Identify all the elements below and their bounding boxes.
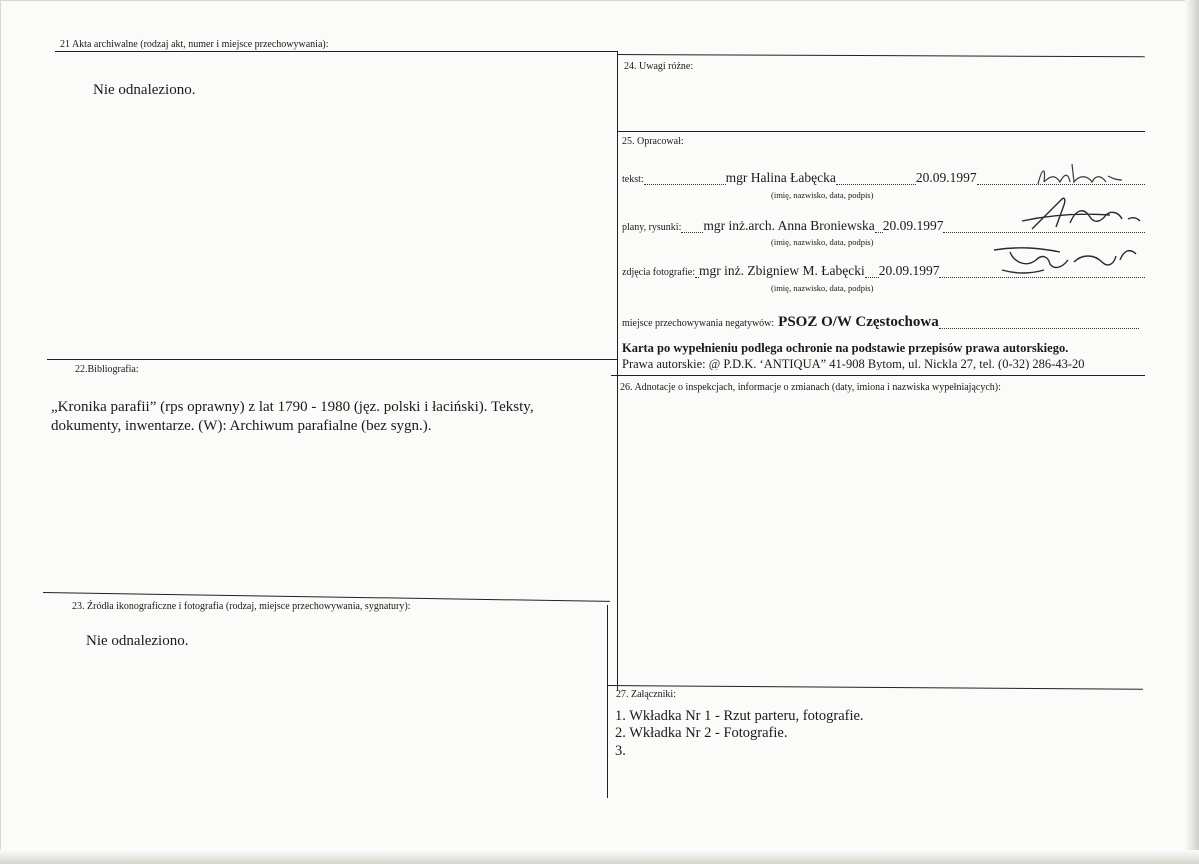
section-21-header: 21 Akta archiwalne (rodzaj akt, numer i miejsce przechowywania): [60, 39, 329, 50]
signature-photos [990, 238, 1140, 280]
top-rule-left [55, 51, 618, 52]
center-divider-lower [607, 605, 608, 798]
signature-drawings [1010, 193, 1145, 235]
card-edge-bottom [0, 850, 1199, 864]
rule-25-26 [611, 375, 1145, 376]
photos-row-name: mgr inż. Zbigniew M. Łabęcki [699, 263, 865, 278]
negatives-label: miejsce przechowywania negatywów: [622, 318, 775, 329]
attachment-item-3: 3. [615, 743, 626, 759]
section-26-header: 26. Adnotacje o inspekcjach, informacje o zmianach (daty, imiona i nazwiska wypełniających): [620, 382, 1001, 393]
attachment-item-2: 2. Wkładka Nr 2 - Fotografie. [615, 725, 788, 741]
author-row-caption: (imię, nazwisko, data, podpis) [771, 190, 874, 200]
photos-row-caption: (imię, nazwisko, data, podpis) [771, 283, 874, 293]
rule-21-22 [47, 359, 617, 360]
center-divider [617, 51, 618, 691]
copyright-notice: Karta po wypełnieniu podlega ochronie na podstawie przepisów prawa autorskiego. [622, 341, 1069, 355]
negatives-row [622, 314, 1139, 332]
negatives-value: PSOZ O/W Częstochowa [778, 314, 939, 330]
section-22-header: 22.Bibliografia: [75, 364, 139, 375]
drawings-row-caption: (imię, nazwisko, data, podpis) [771, 237, 874, 247]
author-row-date: 20.09.1997 [915, 170, 977, 185]
section-22-content: „Kronika parafii” (rps oprawny) z lat 1790 - 1980 (jęz. polski i łaciński). Teksty, dokumenty, inwentarze. (W): Archiwum parafialne (bez sygn.). [51, 399, 534, 434]
card-edge-right [1185, 0, 1199, 864]
section-25-header: 25. Opracował: [622, 136, 684, 147]
copyright-owner: Prawa autorskie: @ P.D.K. ‘ANTIQUA” 41-908 Bytom, ul. Nickla 27, tel. (0-32) 286-43-20 [622, 358, 1085, 370]
drawings-row-name: mgr inż.arch. Anna Broniewska [703, 218, 875, 233]
rule-24-25 [618, 131, 1145, 132]
section-24-header: 24. Uwagi różne: [624, 61, 694, 72]
drawings-row-date: 20.09.1997 [882, 218, 944, 233]
section-23-header: 23. Źródła ikonograficzne i fotografia (rodzaj, miejsce przechowywania, sygnatury): [72, 601, 411, 612]
section-27-header: 27. Załączniki: [616, 689, 676, 700]
photos-row-date: 20.09.1997 [878, 263, 940, 278]
attachment-item-1: 1. Wkładka Nr 1 - Rzut parteru, fotografie. [615, 708, 864, 724]
signature-text-author [1030, 160, 1125, 190]
author-row-label: tekst: [622, 174, 644, 185]
author-row-name: mgr Halina Łabęcka [725, 170, 836, 185]
drawings-row-label: plany, rysunki: [622, 222, 682, 233]
section-23-content: Nie odnaleziono. [86, 633, 189, 649]
section-21-content: Nie odnaleziono. [93, 82, 196, 98]
photos-row-label: zdjęcia fotografie: [622, 267, 696, 278]
